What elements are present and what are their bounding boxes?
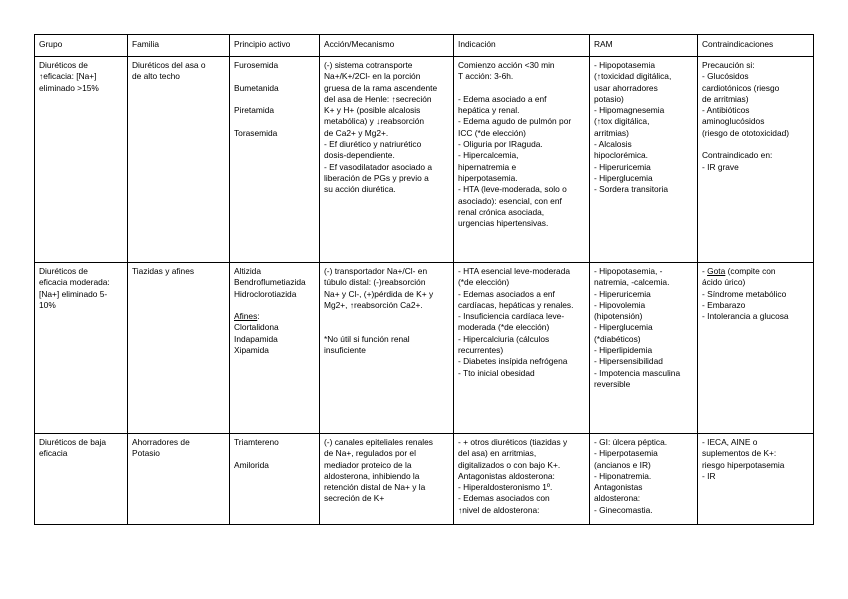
cell-ram: - Hipopotasemia, - natremia, -calcemia. - Hiperuricemia - Hipovolemia (hipotensión) - Hiperglucemia (*diabéticos) - Hiperlipidemia - Hipersensibilidad - Impotencia masculina reversible [590,263,698,434]
cell-contraindicaciones: Precaución si: - Glucósidos cardiotónicos (riesgo de arritmias) - Antibióticos aminoglucósidos (riesgo de ototoxicidad) Contraindicado en: - IR grave [698,57,814,263]
cell-grupo: Diuréticos de baja eficacia [35,434,128,525]
cell-accion: (-) canales epiteliales renales de Na+, regulados por el mediador proteico de la aldosterona, inhibiendo la retención distal de Na+ y la secreción de K+ [320,434,454,525]
cell-indicacion: Comienzo acción <30 min T acción: 3-6h. - Edema asociado a enf hepática y renal. - Edema agudo de pulmón por ICC (*de elección) - Oliguria por IRaguda. - Hipercalcemia, hipernatremia e hiperpotasemia. - HTA (leve-moderada, solo o asociado): esencial, con enf renal crónica asociada, urgencias hipertensivas. [454,57,590,263]
cell-ram: - Hipopotasemia (↑toxicidad digitálica, usar ahorradores potasio) - Hipomagnesemia (↑tox digitálica, arritmias) - Alcalosis hipoclorémica. - Hiperuricemia - Hiperglucemia - Sordera transitoria [590,57,698,263]
cell-familia: Tiazidas y afines [128,263,230,434]
cell-principio: Furosemida Bumetanida Piretamida Torasemida [230,57,320,263]
cell-contraindicaciones: - IECA, AINE o suplementos de K+: riesgo hiperpotasemia - IR [698,434,814,525]
table-row [35,434,814,525]
header-grupo: Grupo [35,35,128,57]
header-familia: Familia [128,35,230,57]
cell-grupo: Diuréticos de eficacia moderada: [Na+] eliminado 5- 10% [35,263,128,434]
header-accion: Acción/Mecanismo [320,35,454,57]
cell-accion: (-) sistema cotransporte Na+/K+/2Cl- en la porción gruesa de la rama ascendente del asa de Henle: ↑secreción K+ y H+ (posible alcalosis metabólica) y ↓reabsorción de Ca2+ y Mg2+. - Ef diurético y natriurético dosis-dependiente. - Ef vasodilatador asociado a liberación de PGs y previo a su acción diurética. [320,57,454,263]
cell-indicacion: - + otros diuréticos (tiazidas y del asa) en arritmias, digitalizados o con bajo K+. Antagonistas aldosterona: - Hiperaldosteronismo 1º. - Edemas asociados con ↑nivel de aldosterona: [454,434,590,525]
cell-familia: Diuréticos del asa o de alto techo [128,57,230,263]
header-ram: RAM [590,35,698,57]
cell-principio: Triamtereno Amilorida [230,434,320,525]
cell-ram: - GI: úlcera péptica. - Hiperpotasemia (ancianos e IR) - Hiponatremia. Antagonistas aldosterona: - Ginecomastia. [590,434,698,525]
cell-accion: (-) transportador Na+/Cl- en túbulo distal: (-)reabsorción Na+ y Cl-, (+)pérdida de K+ y Mg2+, ↑reabsorción Ca2+. *No útil si función renal insuficiente [320,263,454,434]
afines-label: Afines [234,311,258,322]
cell-grupo: Diuréticos de ↑eficacia: [Na+] eliminado >15% [35,57,128,263]
table-row [35,263,814,434]
cell-principio: Altizida Bendroflumetiazida Hidroclorotiazida Afines: Clortalidona Indapamida Xipamida [230,263,320,434]
cell-indicacion: - HTA esencial leve-moderada (*de elección) - Edemas asociados a enf cardíacas, hepáticas y renales. - Insuficiencia cardíaca leve- moderada (*de elección) - Hipercalciuria (cálculos recurrentes) - Diabetes insípida nefrógena - Tto inicial obesidad [454,263,590,434]
header-contraindicaciones: Contraindicaciones [698,35,814,57]
header-indicacion: Indicación [454,35,590,57]
cell-familia: Ahorradores de Potasio [128,434,230,525]
diuretics-table [34,34,814,525]
header-row [35,35,814,57]
cell-contraindicaciones: - Gota (compite con ácido úrico) - Síndrome metabólico - Embarazo - Intolerancia a glucosa [698,263,814,434]
table-row [35,57,814,263]
header-principio: Principio activo [230,35,320,57]
gota-label: Gota [707,266,726,276]
